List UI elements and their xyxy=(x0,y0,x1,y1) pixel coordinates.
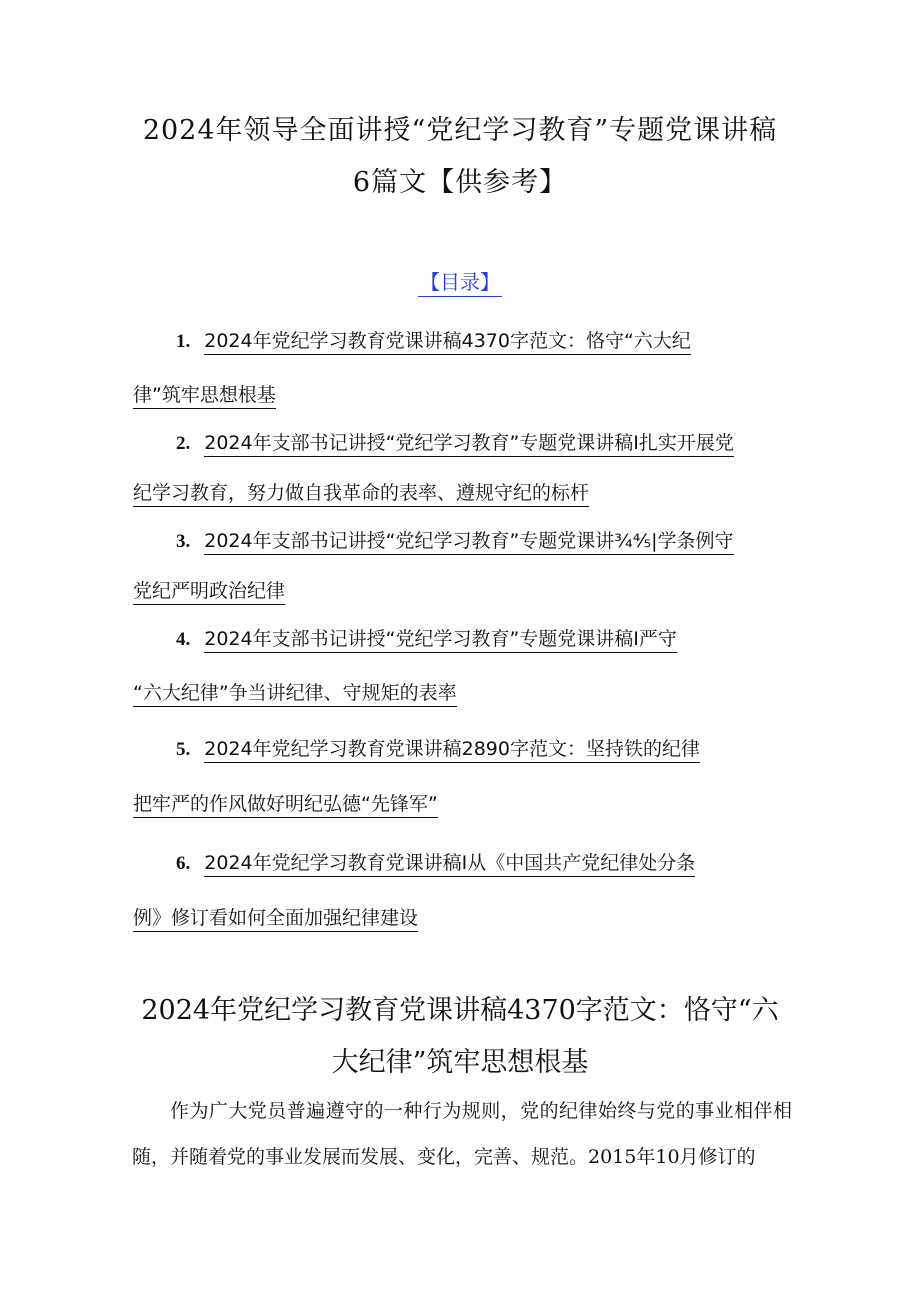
toc-item-2-line1[interactable] xyxy=(176,428,734,455)
toc-item-link[interactable]: 2024年支部书记讲授“党纪学习教育”专题党课讲¾⅘|学条例守 xyxy=(204,530,733,555)
toc-item-5-line1[interactable] xyxy=(176,734,700,761)
toc-item-link[interactable]: 2024年支部书记讲授“党纪学习教育”专题党课讲稿I严守 xyxy=(204,628,677,653)
toc-item-3-line1[interactable] xyxy=(176,526,734,553)
toc-item-link[interactable]: “六大纪律”争当讲纪律、守规矩的表率 xyxy=(133,682,457,707)
toc-item-1-line1[interactable] xyxy=(176,326,691,353)
toc-item-link[interactable]: 例》修订看如何全面加强纪律建设 xyxy=(133,907,418,932)
document-title xyxy=(60,105,860,209)
body-paragraph: 作为广大党员普遍遵守的一种行为规则，党的纪律始终与党的事业相伴相随，并随着党的事业发展而发展、变化，完善、规范。2015年10月修订的 xyxy=(132,1100,792,1168)
toc-item-link[interactable]: 2024年支部书记讲授“党纪学习教育”专题党课讲稿I扎实开展党 xyxy=(204,432,734,457)
toc-heading-link[interactable]: 【目录】 xyxy=(418,270,502,297)
toc-item-6-line2[interactable] xyxy=(133,903,418,930)
toc-item-4-line1[interactable] xyxy=(176,624,677,651)
section-title-line2: 大纪律”筑牢思想根基 xyxy=(331,1047,589,1078)
toc-heading[interactable] xyxy=(0,266,920,295)
section-title-line1: 2024年党纪学习教育党课讲稿4370字范文：恪守“六 xyxy=(141,995,779,1026)
document-title-line1: 2024年领导全面讲授“党纪学习教育”专题党课讲稿 xyxy=(142,115,778,146)
toc-item-link[interactable]: 2024年党纪学习教育党课讲稿4370字范文：恪守“六大纪 xyxy=(204,330,691,355)
toc-item-2-line2[interactable] xyxy=(133,478,589,505)
toc-item-number: 3. xyxy=(176,531,191,552)
toc-item-link[interactable]: 纪学习教育，努力做自我革命的表率、遵规守纪的标杆 xyxy=(133,482,589,507)
toc-item-number: 6. xyxy=(176,853,191,874)
toc-item-link[interactable]: 把牢严的作风做好明纪弘德“先锋军” xyxy=(133,793,438,818)
toc-item-link[interactable]: 党纪严明政治纪律 xyxy=(133,580,285,605)
toc-item-number: 5. xyxy=(176,739,191,760)
toc-item-6-line1[interactable] xyxy=(176,848,695,875)
toc-item-link[interactable]: 2024年党纪学习教育党课讲稿I从《中国共产党纪律处分条 xyxy=(204,852,695,877)
toc-item-number: 2. xyxy=(176,433,191,454)
section-title xyxy=(60,985,860,1089)
toc-item-link[interactable]: 2024年党纪学习教育党课讲稿2890字范文：坚持铁的纪律 xyxy=(204,738,700,763)
toc-item-3-line2[interactable] xyxy=(133,576,285,603)
toc-item-number: 4. xyxy=(176,629,191,650)
document-title-line2: 6篇文【供参考】 xyxy=(352,167,568,198)
toc-item-1-line2[interactable] xyxy=(133,380,276,407)
toc-item-link[interactable]: 律”筑牢思想根基 xyxy=(133,384,276,409)
toc-item-number: 1. xyxy=(176,331,191,352)
toc-item-5-line2[interactable] xyxy=(133,789,438,816)
toc-item-4-line2[interactable] xyxy=(133,678,457,705)
